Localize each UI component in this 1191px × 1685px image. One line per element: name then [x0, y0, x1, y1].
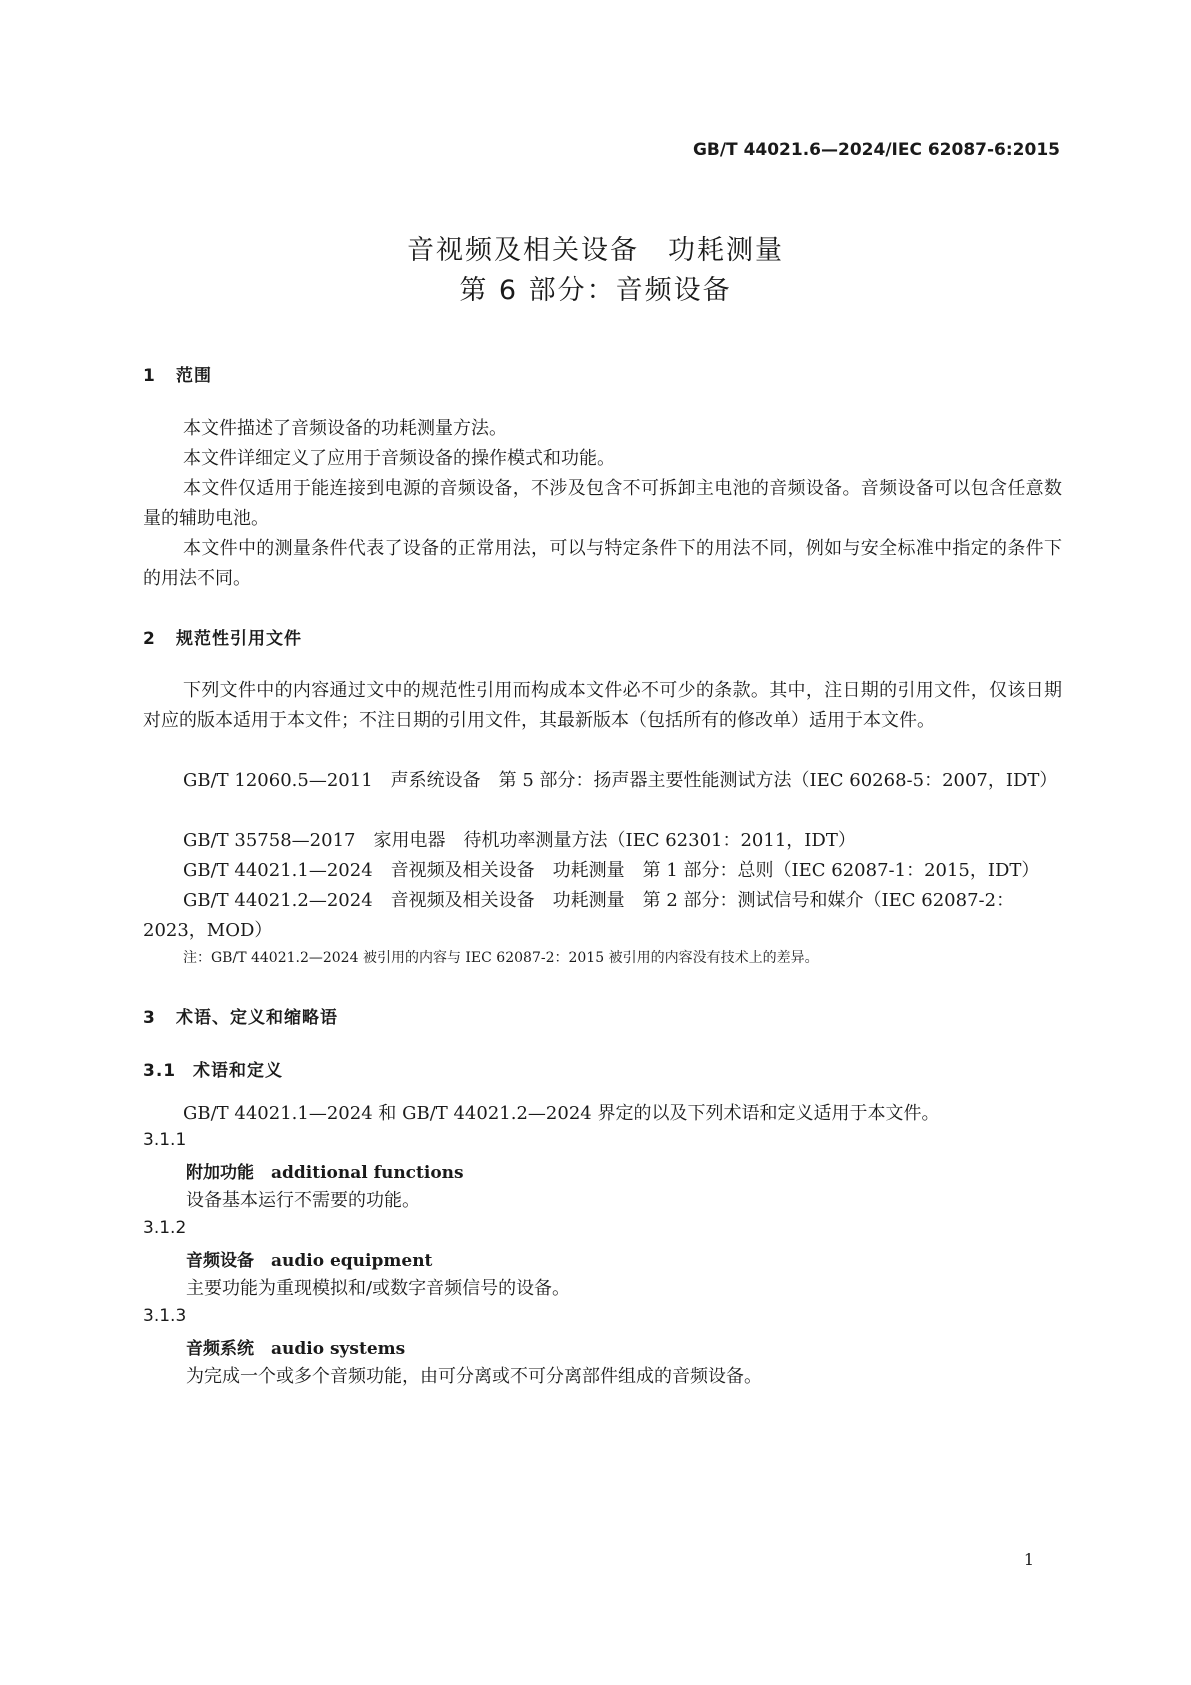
subsection-title: 术语和定义 — [193, 1061, 283, 1081]
reference-item: GB/T 44021.1—2024 音视频及相关设备 功耗测量 第 1 部分：总则（IEC 62087-1：2015，IDT） — [183, 860, 1040, 881]
section-2-heading — [143, 624, 302, 649]
term-title: 附加功能 additional functions — [186, 1163, 464, 1183]
paragraph: 本文件仅适用于能连接到电源的音频设备，不涉及包含不可拆卸主电池的音频设备。音频设备可以包含任意数量的辅助电池。 — [143, 478, 1062, 529]
paragraph: 本文件中的测量条件代表了设备的正常用法，可以与特定条件下的用法不同，例如与安全标准中指定的条件下的用法不同。 — [143, 538, 1062, 589]
document-title: 音视频及相关设备 功耗测量 — [407, 235, 784, 266]
term-number: 3.1.2 — [143, 1218, 187, 1238]
term-number: 3.1.3 — [143, 1306, 187, 1326]
document-subtitle: 第 6 部分：音频设备 — [459, 275, 732, 306]
section-1-heading — [143, 361, 212, 386]
term-title: 音频系统 audio systems — [186, 1339, 406, 1359]
page-number: 1 — [1023, 1550, 1034, 1569]
term-definition: 主要功能为重现模拟和/或数字音频信号的设备。 — [186, 1278, 571, 1299]
subsection-number: 3.1 — [143, 1061, 177, 1081]
section-number: 2 — [143, 629, 156, 649]
subsection-heading — [143, 1056, 283, 1081]
reference-item: GB/T 35758—2017 家用电器 待机功率测量方法（IEC 62301：2011，IDT） — [183, 830, 856, 851]
standard-id: GB/T 44021.6—2024/IEC 62087-6:2015 — [692, 140, 1060, 160]
term-definition: 为完成一个或多个音频功能，由可分离或不可分离部件组成的音频设备。 — [186, 1366, 762, 1387]
section-3-heading — [143, 1003, 338, 1028]
section-title: 术语、定义和缩略语 — [176, 1008, 338, 1028]
paragraph: 本文件详细定义了应用于音频设备的操作模式和功能。 — [183, 448, 615, 469]
term-definition: 设备基本运行不需要的功能。 — [186, 1190, 420, 1211]
section-number: 1 — [143, 366, 156, 386]
section-title: 规范性引用文件 — [176, 629, 302, 649]
section-title: 范围 — [176, 366, 212, 386]
term-title: 音频设备 audio equipment — [186, 1251, 433, 1271]
term-number: 3.1.1 — [143, 1130, 187, 1150]
paragraph: GB/T 44021.1—2024 和 GB/T 44021.2—2024 界定的以及下列术语和定义适用于本文件。 — [183, 1103, 940, 1124]
paragraph: 下列文件中的内容通过文中的规范性引用而构成本文件必不可少的条款。其中，注日期的引用文件，仅该日期对应的版本适用于本文件；不注日期的引用文件，其最新版本（包括所有的修改单）适用于本文件。 — [143, 680, 1062, 731]
reference-item: GB/T 44021.2—2024 音视频及相关设备 功耗测量 第 2 部分：测试信号和媒介（IEC 62087-2：2023，MOD） — [143, 890, 1015, 941]
note: 注：GB/T 44021.2—2024 被引用的内容与 IEC 62087-2：2015 被引用的内容没有技术上的差异。 — [183, 950, 819, 966]
section-number: 3 — [143, 1008, 156, 1028]
reference-item: GB/T 12060.5—2011 声系统设备 第 5 部分：扬声器主要性能测试方法（IEC 60268-5：2007，IDT） — [183, 770, 1058, 791]
paragraph: 本文件描述了音频设备的功耗测量方法。 — [183, 418, 507, 439]
